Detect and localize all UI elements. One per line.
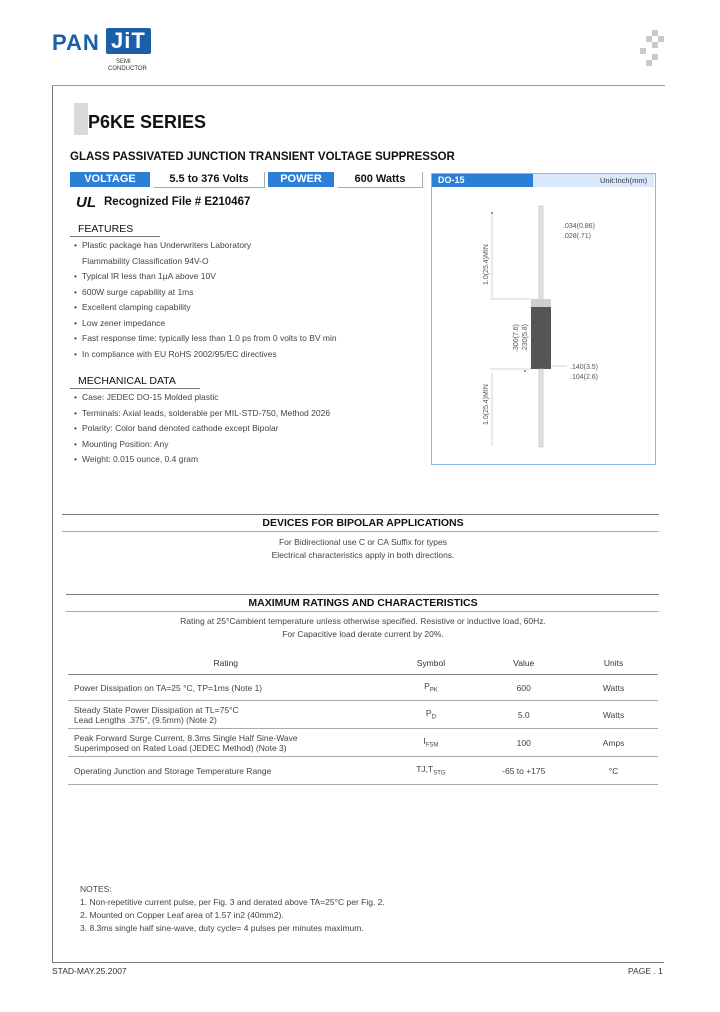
cell-symbol: $TJ,T_{STG}$	[383, 757, 478, 785]
list-item: • Typical IR less than 1μA above 10V	[74, 269, 424, 285]
lead-length-top-dim: 1.0(25.4)MIN	[483, 244, 490, 285]
ul-mark-icon: UL	[76, 194, 96, 211]
list-item: • In compliance with EU RoHS 2002/95/EC directives	[74, 347, 424, 363]
table-row	[68, 675, 658, 701]
table-row	[68, 757, 658, 785]
cell-rating: Operating Junction and Storage Temperature Range	[68, 757, 383, 785]
features-list	[74, 238, 424, 362]
col-symbol: Symbol	[383, 652, 478, 675]
body-length-dim: .300(7.6) .230(5.8)	[513, 323, 529, 352]
logo-subtitle	[108, 59, 147, 73]
ratings-rule-bottom	[66, 611, 659, 612]
cell-units: Amps	[569, 729, 658, 757]
power-label: POWER	[268, 172, 334, 187]
ratings-text	[68, 615, 658, 640]
footer-date: STAD-MAY.25.2007	[52, 966, 127, 976]
cell-rating: Steady State Power Dissipation at TL=75°C Lead Lengths .375", (9.5mm) (Note 2)	[68, 701, 383, 729]
col-value: Value	[478, 652, 569, 675]
bipolar-line2: Electrical characteristics apply in both directions.	[271, 549, 455, 560]
series-title: P6KE SERIES	[88, 112, 207, 132]
bipolar-rule-bottom	[62, 531, 659, 532]
cell-units: Watts	[569, 675, 658, 701]
notes	[80, 883, 385, 935]
list-item: • Case: JEDEC DO-15 Molded plastic	[74, 390, 424, 406]
bipolar-rule-top	[62, 514, 659, 515]
power-value: 600 Watts	[338, 172, 423, 188]
col-rating: Rating	[68, 652, 383, 675]
table-row	[68, 729, 658, 757]
diagram-title: DO-15	[438, 175, 465, 185]
ratings-line2: For Capacitive load derate current by 20%.	[282, 628, 444, 639]
bipolar-line1: For Bidirectional use C or CA Suffix for types	[278, 537, 448, 547]
cell-units: °C	[569, 757, 658, 785]
do15-outline-drawing	[432, 188, 654, 462]
features-rule	[70, 236, 160, 237]
list-item: • Low zener impedance	[74, 316, 424, 332]
cell-symbol: $P_D$	[383, 701, 478, 729]
cell-rating: Peak Forward Surge Current, 8.3ms Single Half Sine-Wave Superimposed on Rated Load (JEDEC Method) (Note 3)	[68, 729, 383, 757]
voltage-label: VOLTAGE	[70, 172, 150, 187]
table-row	[68, 701, 658, 729]
footer-page: PAGE . 1	[628, 966, 663, 976]
col-units: Units	[569, 652, 658, 675]
list-item: • Fast response time: typically less than 1.0 ps from 0 volts to BV min	[74, 331, 424, 347]
product-subtitle: GLASS PASSIVATED JUNCTION TRANSIENT VOLTAGE SUPPRESSOR	[70, 151, 455, 163]
cell-value: 5.0	[478, 701, 569, 729]
note-item: 3. 8.3ms single half sine-wave, duty cycle= 4 pulses per minutes maximum.	[80, 923, 364, 933]
cell-value: 600	[478, 675, 569, 701]
notes-heading: NOTES:	[80, 884, 112, 894]
cell-units: Watts	[569, 701, 658, 729]
lead-diameter-dim: .034(0.86) .028(.71)	[563, 223, 595, 240]
note-item: 2. Mounted on Copper Leaf area of 1.57 in2 (40mm2).	[80, 910, 284, 920]
recognized-file: Recognized File # E210467	[104, 196, 251, 208]
ratings-table	[68, 652, 658, 785]
cell-value: 100	[478, 729, 569, 757]
list-item: • Plastic package has Underwriters Laboratory Flammability Classification 94V-O	[74, 238, 424, 269]
lead-length-bottom-dim: 1.0(25.4)MIN	[483, 384, 490, 425]
bipolar-text	[68, 536, 658, 561]
table-header-row	[68, 652, 658, 675]
mechanical-heading: MECHANICAL DATA	[78, 375, 176, 387]
cell-rating: Power Dissipation on TA=25 °C, TP=1ms (Note 1)	[68, 675, 383, 701]
corner-dots-icon	[640, 30, 664, 66]
cell-value: -65 to +175	[478, 757, 569, 785]
list-item: • Polarity: Color band denoted cathode except Bipolar	[74, 421, 424, 437]
series-title-marker	[74, 103, 88, 135]
logo-sub1: SEMI	[116, 59, 131, 65]
mechanical-rule	[70, 388, 200, 389]
list-item: • Weight: 0.015 ounce, 0.4 gram	[74, 452, 424, 468]
logo-jit: JiT	[106, 28, 151, 54]
list-item: • Mounting Position: Any	[74, 437, 424, 453]
list-item: • Excellent clamping capability	[74, 300, 424, 316]
logo-sub2: CONDUCTOR	[108, 66, 147, 72]
ratings-line1: Rating at 25°Cambient temperature unless otherwise specified. Resistive or inductive load, 60Hz.	[180, 616, 546, 626]
ratings-rule-top	[66, 594, 659, 595]
voltage-value: 5.5 to 376 Volts	[154, 172, 265, 188]
features-heading: FEATURES	[78, 223, 134, 235]
bipolar-title: DEVICES FOR BIPOLAR APPLICATIONS	[262, 517, 464, 529]
list-item: • Terminals: Axial leads, solderable per MIL-STD-750, Method 2026	[74, 406, 424, 422]
footer-rule	[52, 962, 664, 963]
ratings-title: MAXIMUM RATINGS AND CHARACTERISTICS	[248, 597, 478, 609]
cell-symbol: $P_{PK}$	[383, 675, 478, 701]
body-diameter-dim: .140(3.5) .104(2.6)	[570, 364, 599, 381]
cell-symbol: $I_{FSM}$	[383, 729, 478, 757]
mechanical-list	[74, 390, 424, 468]
note-item: 1. Non-repetitive current pulse, per Fig. 3 and derated above TA=25°C per Fig. 2.	[80, 897, 385, 907]
list-item: • 600W surge capability at 1ms	[74, 285, 424, 301]
logo-pan: PAN	[52, 30, 100, 55]
diagram-unit: Unit:Inch(mm)	[600, 176, 648, 185]
